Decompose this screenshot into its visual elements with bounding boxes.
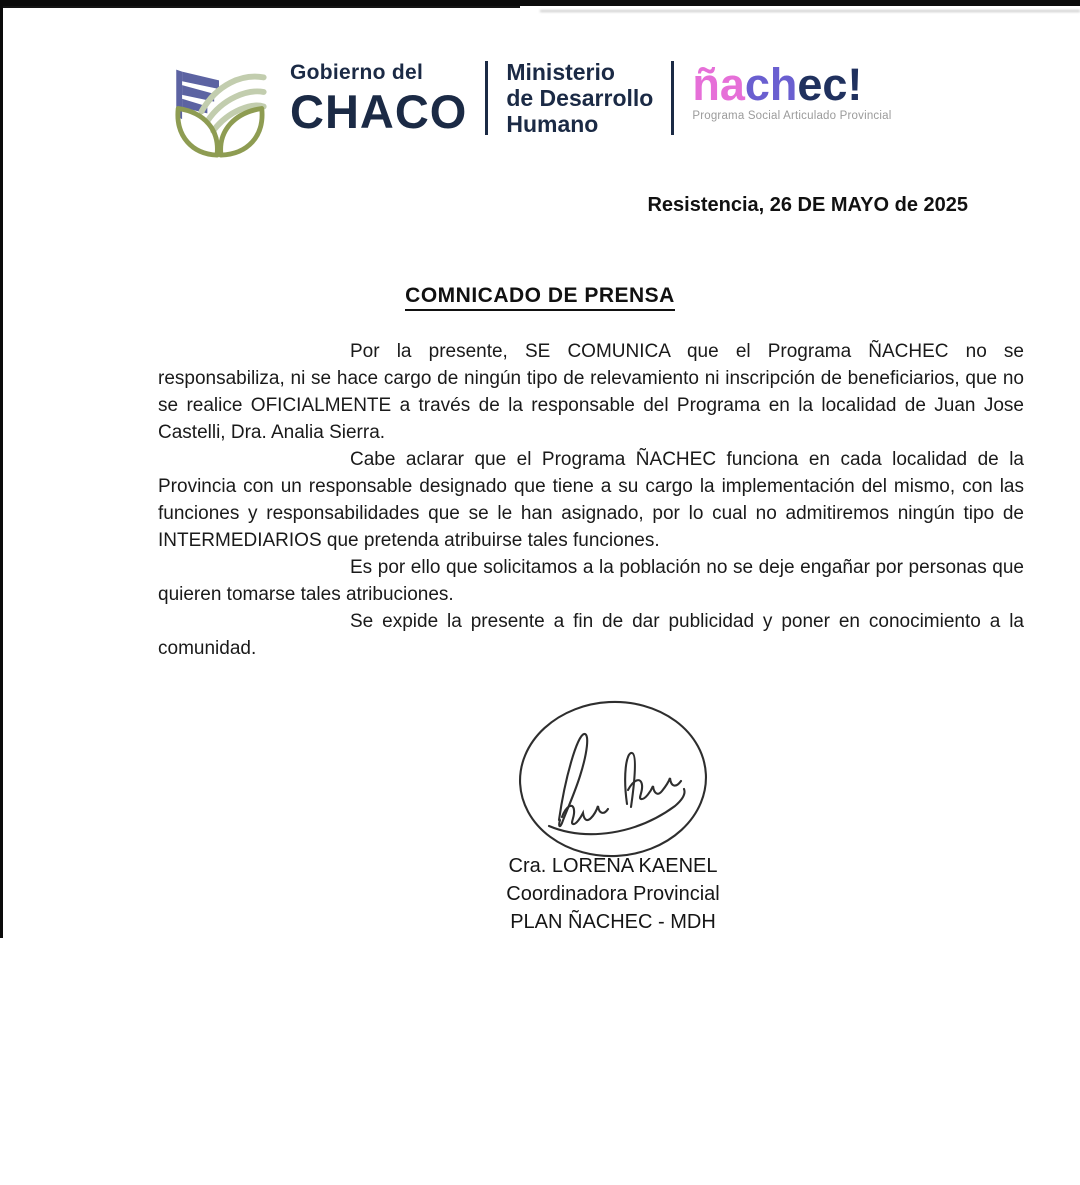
letterhead-divider [485, 61, 488, 135]
letterhead [160, 57, 891, 159]
government-line2: CHACO [290, 85, 468, 138]
signature-block [403, 698, 823, 936]
nachec-wordmark-part3: ec! [797, 59, 863, 110]
paragraph-3: Es por ello que solicitamos a la población no se deje engañar por personas que quieren tomarse tales atribuciones. [158, 557, 1024, 605]
government-wordmark [290, 61, 467, 137]
scan-artifact-top-edge-fragment [0, 6, 520, 8]
ministry-wordmark [506, 59, 653, 137]
paragraph-1: Por la presente, SE COMUNICA que el Programa ÑACHEC no se responsabiliza, ni se hace cargo de ningún tipo de relevamiento ni inscripción de beneficiarios, que no se realice OFICIALMENTE a través de la responsable del Programa en la localidad de Juan Jose Castelli, Dra. Analia Sierra. [158, 341, 1024, 443]
dateline: Resistencia, 26 DE MAYO de 2025 [647, 194, 968, 216]
document-title [0, 284, 1080, 308]
signatory-organization: PLAN ÑACHEC - MDH [510, 911, 716, 933]
ministry-line2: de Desarrollo [506, 85, 654, 111]
scan-artifact-gray-line [540, 10, 1080, 12]
ministry-line1: Ministerio [506, 59, 615, 85]
nachec-wordmark-part1: ña [692, 59, 745, 110]
document-body [158, 338, 1024, 662]
nachec-logo [692, 59, 892, 122]
scan-artifact-left-edge [0, 0, 3, 938]
nachec-wordmark-part2: ch [744, 59, 798, 110]
paragraph-4: Se expide la presente a fin de dar publicidad y poner en conocimiento a la comunidad. [158, 611, 1024, 659]
paragraph-2: Cabe aclarar que el Programa ÑACHEC funciona en cada localidad de la Provincia con un responsable designado que tiene a su cargo la implementación del mismo, con las funciones y responsabilidades que se le han asignado, por lo cual no admitiremos ningún tipo de INTERMEDIARIOS que pretenda atribuirse tales funciones. [158, 449, 1024, 551]
government-line1: Gobierno del [290, 61, 424, 84]
signature-scribble-icon [515, 698, 711, 866]
chaco-logo-icon [160, 57, 278, 159]
letterhead-divider [671, 61, 674, 135]
document-title-text: COMNICADO DE PRENSA [405, 284, 675, 311]
signatory-role: Coordinadora Provincial [506, 883, 720, 905]
nachec-wordmark [692, 59, 891, 110]
nachec-tagline: Programa Social Articulado Provincial [692, 110, 892, 122]
signatory-name: Cra. LORENA KAENEL [508, 855, 718, 877]
ministry-line3: Humano [506, 111, 599, 137]
